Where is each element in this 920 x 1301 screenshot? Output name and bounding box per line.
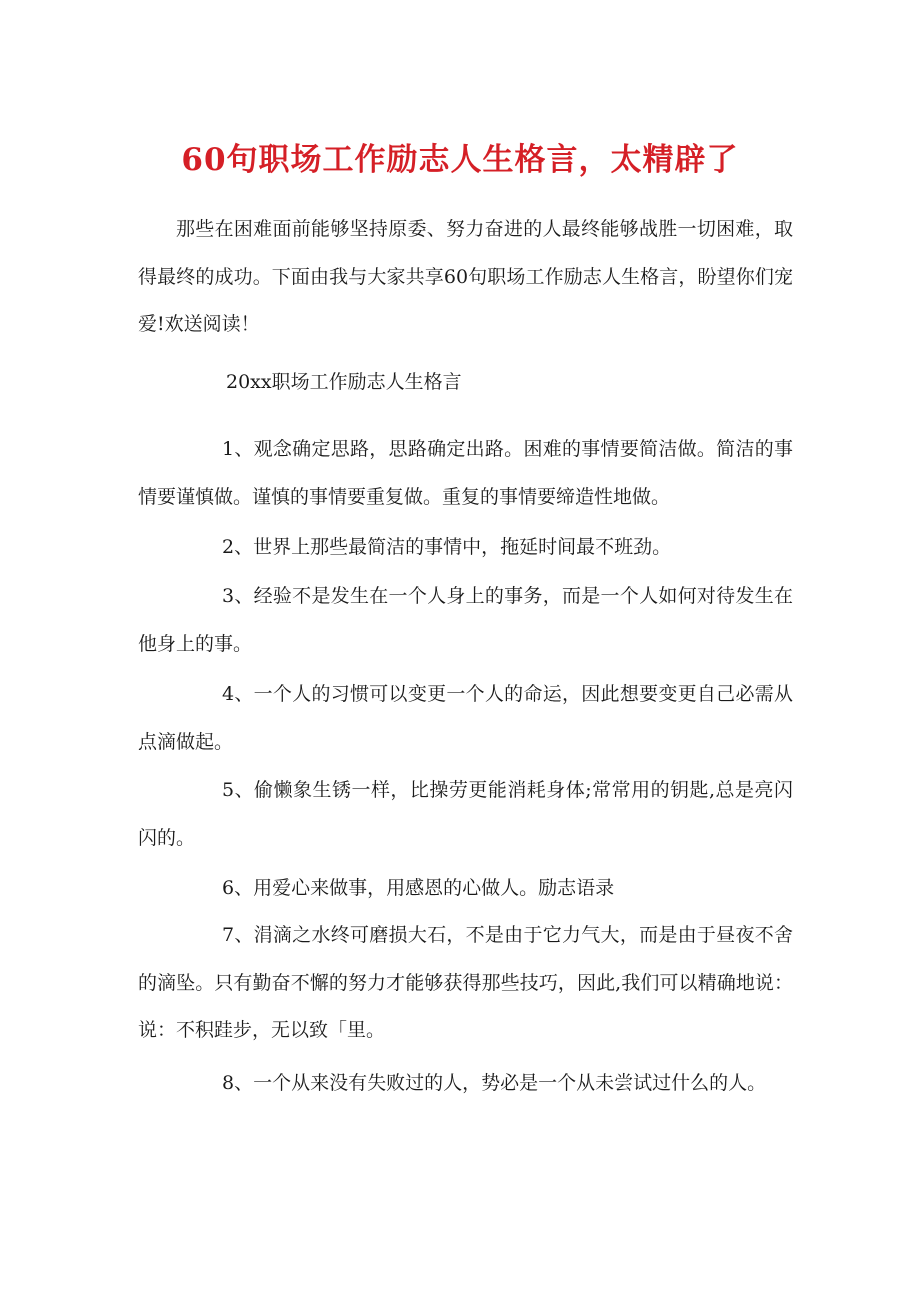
list-item-2: 2、世界上那些最简洁的事情中，拖延时间最不班劲。	[222, 536, 672, 558]
list-item-1: 1、观念确定思路，思路确定出路。困难的事情要简洁做。简洁的事情要谨慎做。谨慎的事情要重复做。重复的事情要缔造性地做。	[138, 438, 793, 508]
section-heading: 20xx职场工作励志人生格言	[226, 371, 462, 393]
list-item-6: 6、用爱心来做事，用感恩的心做人。励志语录	[222, 877, 615, 899]
list-item-5: 5、偷懒象生锈一样，比操劳更能消耗身体;常常用的钥匙,总是亮闪闪的。	[138, 779, 793, 849]
list-item-8: 8、一个从来没有失败过的人，势必是一个从未尝试过什么的人。	[222, 1072, 767, 1094]
list-item-3: 3、经验不是发生在一个人身上的事务，而是一个人如何对待发生在他身上的事。	[138, 585, 793, 655]
list-item-4: 4、一个人的习惯可以变更一个人的命运，因此想要变更自己必需从点滴做起。	[138, 683, 793, 753]
list-item-7: 7、涓滴之水终可磨损大石，不是由于它力气大，而是由于昼夜不舍的滴坠。只有勤奋不懈的努力才能够获得那些技巧，因此,我们可以精确地说：说：不积跬步，无以致「里。	[138, 924, 793, 1041]
document-title: 60句职场工作励志人生格言，太精辟了	[181, 142, 739, 178]
intro-paragraph: 那些在困难面前能够坚持原委、努力奋进的人最终能够战胜一切困难，取得最终的成功。下面由我与大家共享60句职场工作励志人生格言，盼望你们宠爱!欢送阅读！	[138, 218, 793, 335]
